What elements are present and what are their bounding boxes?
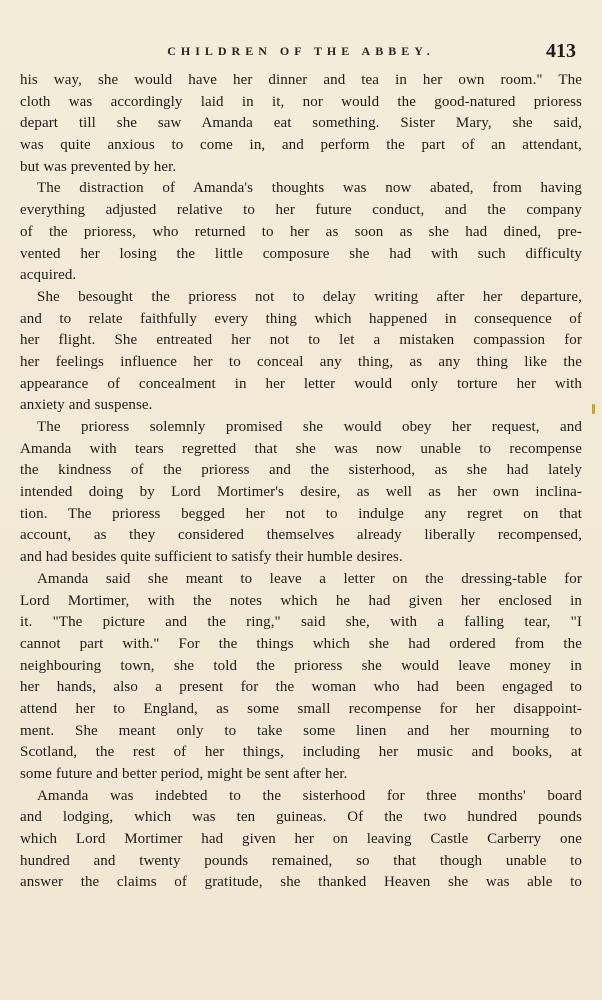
- text-line: depart till she saw Amanda eat something. Sister Mary, she said,: [20, 115, 582, 132]
- text-line: Scotland, the rest of her things, including her music and books, at: [20, 744, 582, 761]
- text-line: She besought the prioress not to delay writing after her departure,: [37, 288, 582, 305]
- running-head: CHILDREN OF THE ABBEY.: [167, 44, 435, 58]
- text-line: and had besides quite sufficient to satisfy their humble desires.: [20, 549, 403, 566]
- text-line: and to relate faithfully every thing which happened in consequence of: [20, 310, 582, 327]
- text-line: the kindness of the prioress and the sisterhood, as she had lately: [20, 462, 582, 479]
- text-line: but was prevented by her.: [20, 158, 177, 175]
- body-text: [20, 70, 582, 894]
- text-line: was quite anxious to come in, and perform the part of an attendant,: [20, 137, 582, 154]
- text-line: her flight. She entreated her not to let a mistaken compassion for: [20, 332, 582, 349]
- text-line: hundred and twenty pounds remained, so that though unable to: [20, 852, 582, 869]
- text-line: of the prioress, who returned to her as soon as she had dined, pre-: [20, 223, 582, 240]
- text-line: vented her losing the little composure she had with such difficulty: [20, 245, 582, 262]
- page-number: 413: [546, 40, 576, 62]
- text-line: Amanda was indebted to the sisterhood for three months' board: [37, 787, 582, 804]
- text-line: appearance of concealment in her letter would only torture her with: [20, 375, 582, 392]
- text-line: intended doing by Lord Mortimer's desire, as well as her own inclina-: [20, 484, 582, 501]
- text-line: attend her to England, as some small recompense for her disappoint-: [20, 700, 582, 717]
- text-line: The distraction of Amanda's thoughts was now abated, from having: [37, 180, 582, 197]
- page-header: [20, 40, 582, 70]
- text-line: anxiety and suspense.: [20, 397, 153, 414]
- text-line: some future and better period, might be sent after her.: [20, 766, 348, 782]
- text-line: which Lord Mortimer had given her on leaving Castle Carberry one: [20, 831, 582, 848]
- text-line: neighbouring town, she told the prioress she would leave money in: [20, 657, 582, 674]
- text-line: it. "The picture and the ring," said she, with a falling tear, "I: [20, 614, 582, 631]
- text-line: her hands, also a present for the woman who had been engaged to: [20, 679, 582, 696]
- text-line: ment. She meant only to take some linen and her mourning to: [20, 722, 582, 739]
- text-line: and lodging, which was ten guineas. Of the two hundred pounds: [20, 809, 582, 826]
- text-line: acquired.: [20, 267, 77, 284]
- margin-mark: [592, 404, 595, 414]
- text-line: cannot part with." For the things which she had ordered from the: [20, 635, 582, 652]
- text-line: her feelings influence her to conceal any thing, as any thing like the: [20, 353, 582, 370]
- text-line: answer the claims of gratitude, she thanked Heaven she was able to: [20, 874, 582, 891]
- text-line: Amanda said she meant to leave a letter on the dressing-table for: [37, 570, 582, 587]
- text-line: The prioress solemnly promised she would obey her request, and: [37, 419, 582, 435]
- text-line: cloth was accordingly laid in it, nor would the good-natured prioress: [20, 93, 582, 110]
- text-line: account, as they considered themselves already liberally recompensed,: [20, 527, 582, 544]
- text-line: Lord Mortimer, with the notes which he had given her enclosed in: [20, 592, 582, 609]
- text-line: Amanda with tears regretted that she was now unable to recompense: [20, 440, 582, 457]
- text-line: everything adjusted relative to her future conduct, and the company: [20, 202, 582, 219]
- text-line: his way, she would have her dinner and tea in her own room." The: [20, 72, 582, 88]
- text-line: tion. The prioress begged her not to indulge any regret on that: [20, 505, 582, 522]
